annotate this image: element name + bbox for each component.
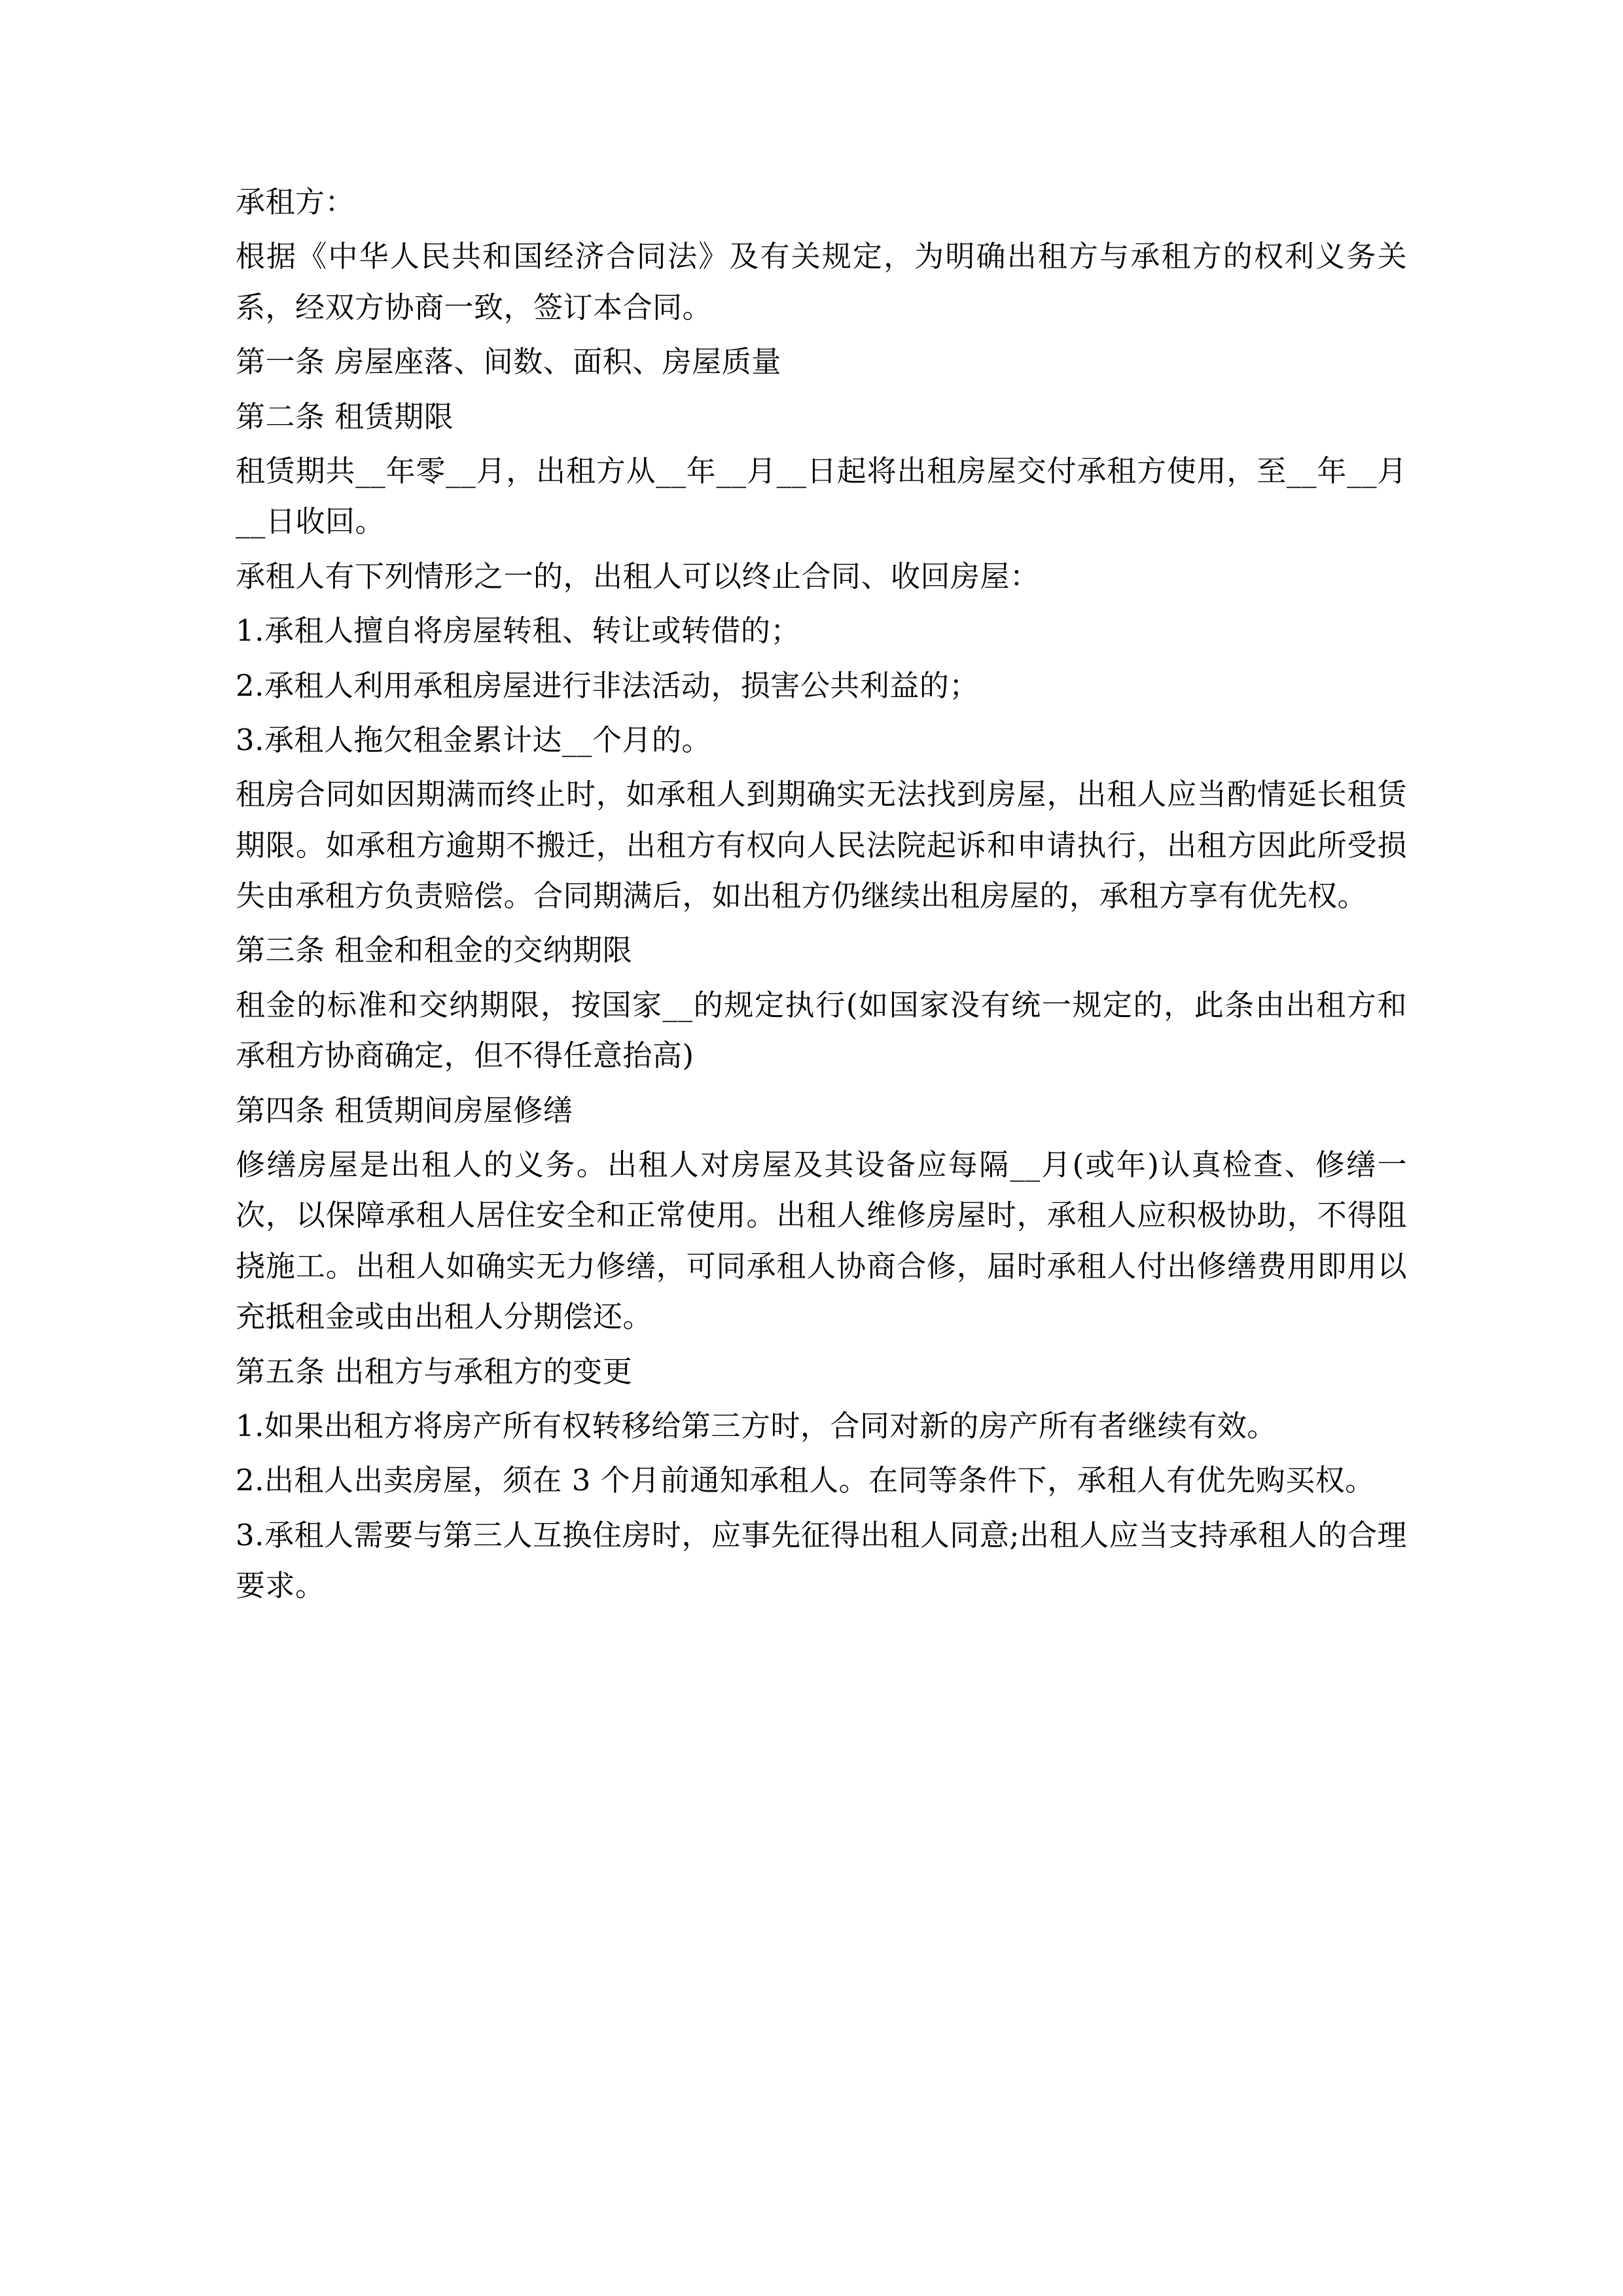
paragraph-13: 第四条 租赁期间房屋修缮 xyxy=(236,1092,573,1128)
paragraph-5: 租赁期共__年零__月，出租方从__年__月__日起将出租房屋交付承租方使用，至__年__月__日收回。 xyxy=(236,453,1407,539)
paragraph-6: 承租人有下列情形之一的，出租人可以终止合同、收回房屋： xyxy=(236,558,1040,594)
paragraph-10: 租房合同如因期满而终止时，如承租人到期确实无法找到房屋，出租人应当酌情延长租赁期限。如承租方逾期不搬迁，出租方有权向人民法院起诉和申请执行，出租方因此所受损失由承租方负责赔偿。合同期满后，如出租方仍继续出租房屋的，承租方享有优先权。 xyxy=(236,777,1407,914)
paragraph-14: 修缮房屋是出租人的义务。出租人对房屋及其设备应每隔__月(或年)认真检查、修缮一次，以保障承租人居住安全和正常使用。出租人维修房屋时，承租人应积极协助，不得阻挠施工。出租人如确实无力修缮，可同承租人协商合修，届时承租人付出修缮费用即用以充抵租金或由出租人分期偿还。 xyxy=(236,1147,1407,1335)
paragraph-15: 第五条 出租方与承租方的变更 xyxy=(236,1354,633,1389)
paragraph-1: 承租方： xyxy=(236,185,355,219)
paragraph-17: 2.出租人出卖房屋，须在 3 个月前通知承租人。在同等条件下，承租人有优先购买权。 xyxy=(236,1463,1375,1498)
paragraph-18: 3.承租人需要与第三人互换住房时，应事先征得出租人同意;出租人应当支持承租人的合理要求。 xyxy=(236,1517,1407,1604)
document-body xyxy=(236,177,1407,1611)
paragraph-8: 2.承租人利用承租房屋进行非法活动，损害公共利益的； xyxy=(236,668,979,703)
paragraph-12: 租金的标准和交纳期限，按国家__的规定执行(如国家没有统一规定的，此条由出租方和承租方协商确定，但不得任意抬高) xyxy=(236,987,1407,1073)
paragraph-4: 第二条 租赁期限 xyxy=(236,399,454,434)
paragraph-3: 第一条 房屋座落、间数、面积、房屋质量 xyxy=(236,344,781,380)
paragraph-16: 1.如果出租方将房产所有权转移给第三方时，合同对新的房产所有者继续有效。 xyxy=(236,1408,1277,1443)
paragraph-2: 根据《中华人民共和国经济合同法》及有关规定，为明确出租方与承租方的权利义务关系，经双方协商一致，签订本合同。 xyxy=(236,239,1407,325)
paragraph-11: 第三条 租金和租金的交纳期限 xyxy=(236,933,633,968)
paragraph-9: 3.承租人拖欠租金累计达__个月的。 xyxy=(236,722,711,757)
paragraph-7: 1.承租人擅自将房屋转租、转让或转借的； xyxy=(236,613,800,649)
